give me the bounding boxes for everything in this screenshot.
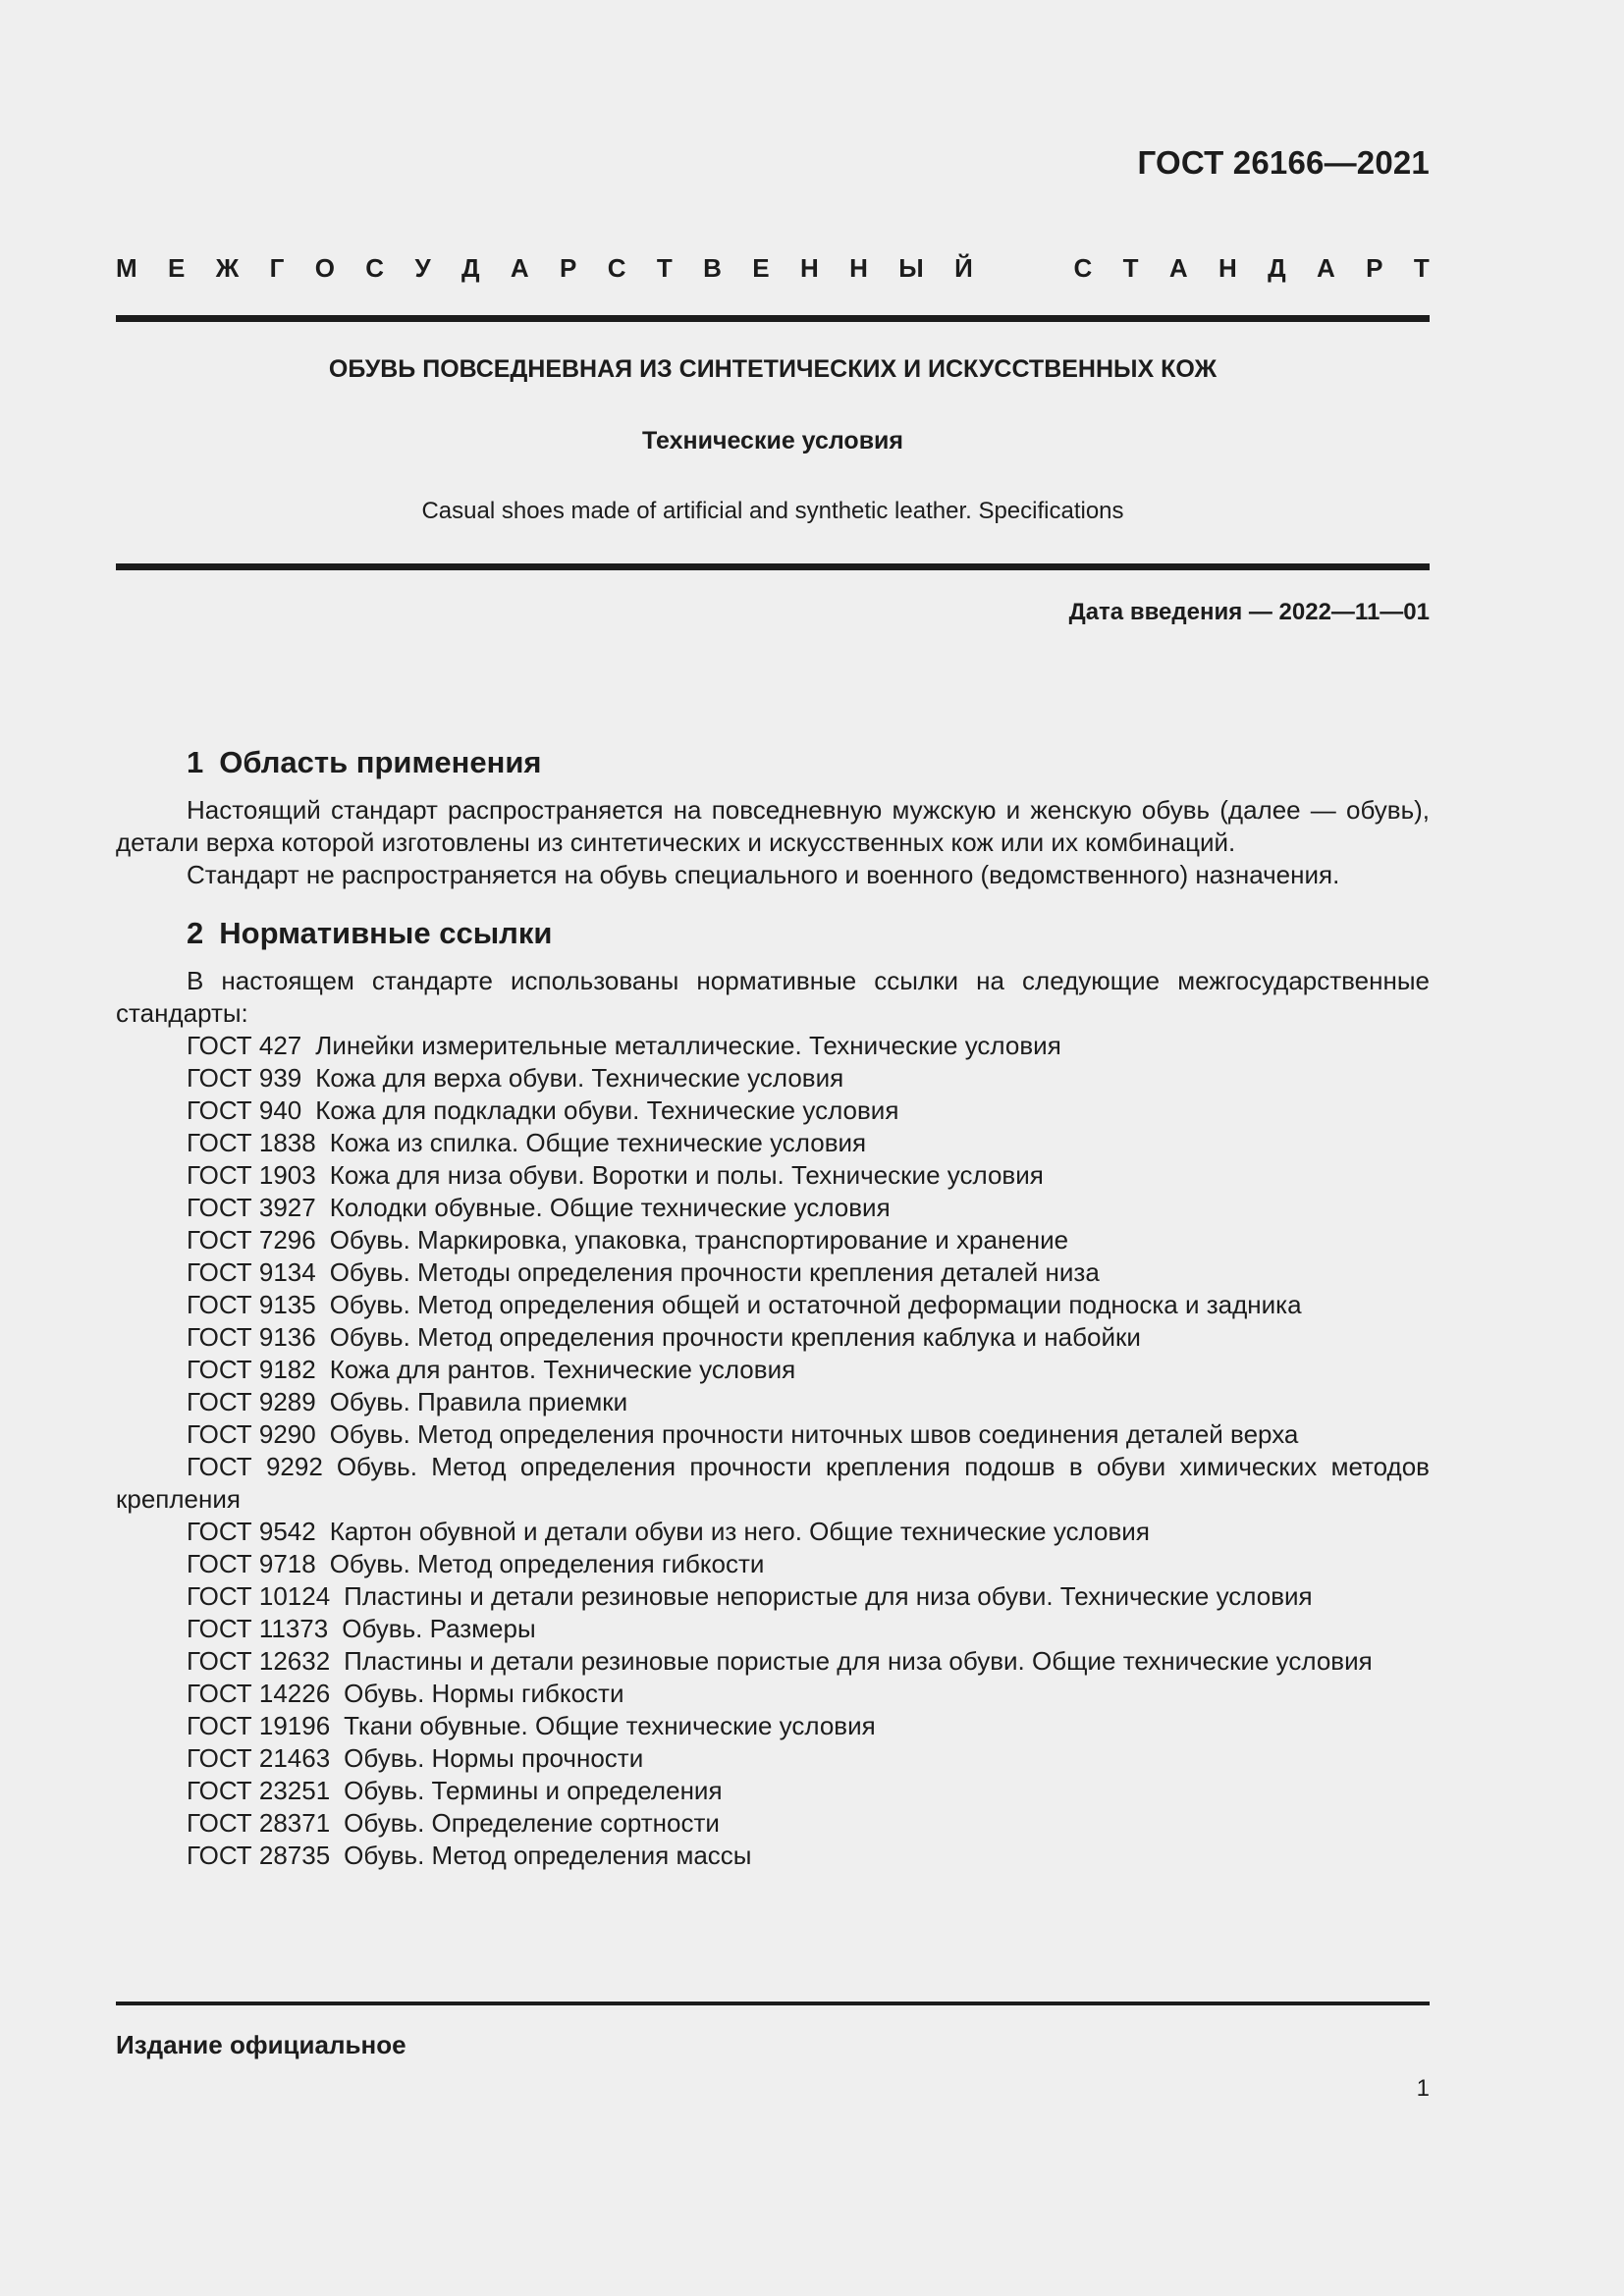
reference-code: ГОСТ 19196	[187, 1711, 331, 1740]
document-body	[116, 746, 1430, 1872]
reference-code: ГОСТ 9136	[187, 1322, 316, 1352]
reference-title: Колодки обувные. Общие технические условия	[329, 1193, 891, 1222]
heading-letter: М	[116, 253, 137, 283]
reference-title: Обувь. Правила приемки	[329, 1387, 628, 1416]
reference-code: ГОСТ 28371	[187, 1808, 331, 1838]
reference-title: Обувь. Определение сортности	[344, 1808, 720, 1838]
reference-item	[116, 1159, 1430, 1192]
reference-item	[116, 1321, 1430, 1354]
reference-code: ГОСТ 10124	[187, 1581, 331, 1611]
section-title: Нормативные ссылки	[219, 916, 553, 950]
document-number: ГОСТ 26166—2021	[1137, 144, 1430, 181]
interstate-standard-heading	[116, 253, 1430, 284]
reference-code: ГОСТ 1903	[187, 1160, 316, 1190]
section-number: 2	[187, 916, 204, 950]
reference-item	[116, 1710, 1430, 1742]
paragraph: Настоящий стандарт распространяется на повседневную мужскую и женскую обувь (далее — обувь), детали верха которой изготовлены из синтетических и искусственных кож или их комбинаций.	[116, 795, 1430, 857]
reference-title: Обувь. Метод определения общей и остаточной деформации подноска и задника	[329, 1290, 1302, 1319]
reference-code: ГОСТ 940	[187, 1095, 302, 1125]
reference-item	[116, 1095, 1430, 1127]
reference-title: Обувь. Метод определения прочности крепления подошв в обуви химических методов крепления	[116, 1452, 1430, 1514]
reference-code: ГОСТ 3927	[187, 1193, 316, 1222]
title-divider	[116, 563, 1430, 570]
normative-references-list	[116, 1030, 1430, 1872]
reference-item	[116, 1580, 1430, 1613]
reference-code: ГОСТ 21463	[187, 1743, 331, 1773]
document-title: ОБУВЬ ПОВСЕДНЕВНАЯ ИЗ СИНТЕТИЧЕСКИХ И ИСКУССТВЕННЫХ КОЖ	[328, 355, 1218, 383]
heading-letter: Р	[1366, 253, 1383, 283]
heading-letter: Д	[460, 253, 480, 283]
reference-title: Кожа для подкладки обуви. Технические условия	[315, 1095, 899, 1125]
reference-item	[116, 1807, 1430, 1840]
heading-letter: А	[510, 253, 529, 283]
heading-letter: У	[414, 253, 431, 283]
heading-letter: Т	[1122, 253, 1139, 283]
reference-title: Обувь. Размеры	[342, 1614, 536, 1643]
heading-letter: Р	[560, 253, 577, 283]
footer-divider	[116, 2002, 1430, 2005]
heading-letter: Ж	[215, 253, 240, 283]
reference-title: Обувь. Маркировка, упаковка, транспортирование и хранение	[329, 1225, 1069, 1255]
reference-item	[116, 1775, 1430, 1807]
reference-code: ГОСТ 7296	[187, 1225, 316, 1255]
reference-item	[116, 1256, 1430, 1289]
heading-letter: Т	[656, 253, 673, 283]
heading-letter: Д	[1268, 253, 1286, 283]
reference-code: ГОСТ 9292	[187, 1452, 323, 1481]
reference-item	[116, 1224, 1430, 1256]
heading-letter: С	[607, 253, 626, 283]
reference-item	[116, 1645, 1430, 1678]
heading-letter: Е	[752, 253, 770, 283]
reference-title: Обувь. Метод определения прочности крепления каблука и набойки	[329, 1322, 1141, 1352]
reference-item	[116, 1516, 1430, 1548]
reference-title: Картон обувной и детали обуви из него. Общие технические условия	[329, 1517, 1150, 1546]
heading-letter: Ы	[898, 253, 924, 283]
reference-title: Обувь. Термины и определения	[344, 1776, 723, 1805]
heading-letter: С	[1073, 253, 1093, 283]
reference-title: Кожа для рантов. Технические условия	[329, 1355, 796, 1384]
reference-code: ГОСТ 9290	[187, 1419, 316, 1449]
reference-title: Ткани обувные. Общие технические условия	[344, 1711, 876, 1740]
document-subtitle: Технические условия	[641, 427, 904, 454]
reference-title: Обувь. Метод определения гибкости	[329, 1549, 765, 1578]
reference-title: Пластины и детали резиновые непористые для низа обуви. Технические условия	[344, 1581, 1313, 1611]
section-heading	[116, 917, 1430, 949]
reference-code: ГОСТ 9718	[187, 1549, 316, 1578]
english-title: Casual shoes made of artificial and synthetic leather. Specifications	[421, 498, 1124, 524]
heading-letter: Т	[1413, 253, 1430, 283]
reference-code: ГОСТ 9182	[187, 1355, 316, 1384]
heading-letter: Н	[1218, 253, 1237, 283]
section-number: 1	[187, 745, 204, 779]
reference-item	[116, 1742, 1430, 1775]
reference-code: ГОСТ 9542	[187, 1517, 316, 1546]
reference-code: ГОСТ 1838	[187, 1128, 316, 1157]
reference-code: ГОСТ 23251	[187, 1776, 331, 1805]
reference-item	[116, 1127, 1430, 1159]
heading-letter: Г	[269, 253, 285, 283]
paragraph: Стандарт не распространяется на обувь специального и военного (ведомственного) назначения.	[187, 860, 1340, 889]
reference-title: Обувь. Нормы гибкости	[344, 1679, 624, 1708]
reference-code: ГОСТ 14226	[187, 1679, 331, 1708]
reference-item	[116, 1030, 1430, 1062]
reference-code: ГОСТ 939	[187, 1063, 302, 1093]
reference-title: Обувь. Нормы прочности	[344, 1743, 644, 1773]
reference-title: Кожа для низа обуви. Воротки и полы. Технические условия	[329, 1160, 1044, 1190]
reference-title: Кожа для верха обуви. Технические условия	[315, 1063, 844, 1093]
heading-letter: Н	[849, 253, 868, 283]
reference-code: ГОСТ 28735	[187, 1841, 331, 1870]
reference-code: ГОСТ 11373	[187, 1614, 329, 1643]
reference-title: Обувь. Метод определения прочности ниточных швов соединения деталей верха	[329, 1419, 1299, 1449]
reference-code: ГОСТ 12632	[187, 1646, 331, 1676]
header-divider	[116, 315, 1430, 322]
reference-title: Обувь. Методы определения прочности крепления деталей низа	[329, 1257, 1100, 1287]
reference-item	[116, 1192, 1430, 1224]
heading-letter: В	[703, 253, 722, 283]
heading-word-gap	[1003, 253, 1043, 284]
reference-title: Линейки измерительные металлические. Технические условия	[315, 1031, 1061, 1060]
reference-item	[116, 1840, 1430, 1872]
reference-code: ГОСТ 9135	[187, 1290, 316, 1319]
reference-title: Кожа из спилка. Общие технические условия	[329, 1128, 867, 1157]
reference-code: ГОСТ 9289	[187, 1387, 316, 1416]
edition-label: Издание официальное	[116, 2030, 406, 2059]
heading-letter: А	[1168, 253, 1188, 283]
reference-item	[116, 1451, 1430, 1516]
reference-title: Пластины и детали резиновые пористые для низа обуви. Общие технические условия	[344, 1646, 1373, 1676]
reference-code: ГОСТ 9134	[187, 1257, 316, 1287]
heading-letter: С	[365, 253, 385, 283]
page-number: 1	[1416, 2075, 1430, 2102]
introduction-date: Дата введения — 2022—11—01	[1068, 599, 1430, 625]
paragraph: В настоящем стандарте использованы нормативные ссылки на следующие межгосударственные стандарты:	[116, 966, 1430, 1028]
heading-letter: О	[314, 253, 335, 283]
reference-item	[116, 1289, 1430, 1321]
reference-item	[116, 1678, 1430, 1710]
reference-item	[116, 1354, 1430, 1386]
reference-item	[116, 1548, 1430, 1580]
reference-item	[116, 1418, 1430, 1451]
reference-title: Обувь. Метод определения массы	[344, 1841, 752, 1870]
reference-item	[116, 1062, 1430, 1095]
reference-item	[116, 1613, 1430, 1645]
heading-letter: Й	[954, 253, 973, 283]
reference-code: ГОСТ 427	[187, 1031, 302, 1060]
reference-item	[116, 1386, 1430, 1418]
heading-letter: Е	[168, 253, 186, 283]
heading-letter: Н	[799, 253, 819, 283]
heading-letter: А	[1317, 253, 1335, 283]
section-title: Область применения	[219, 745, 542, 779]
section-heading	[116, 746, 1430, 778]
